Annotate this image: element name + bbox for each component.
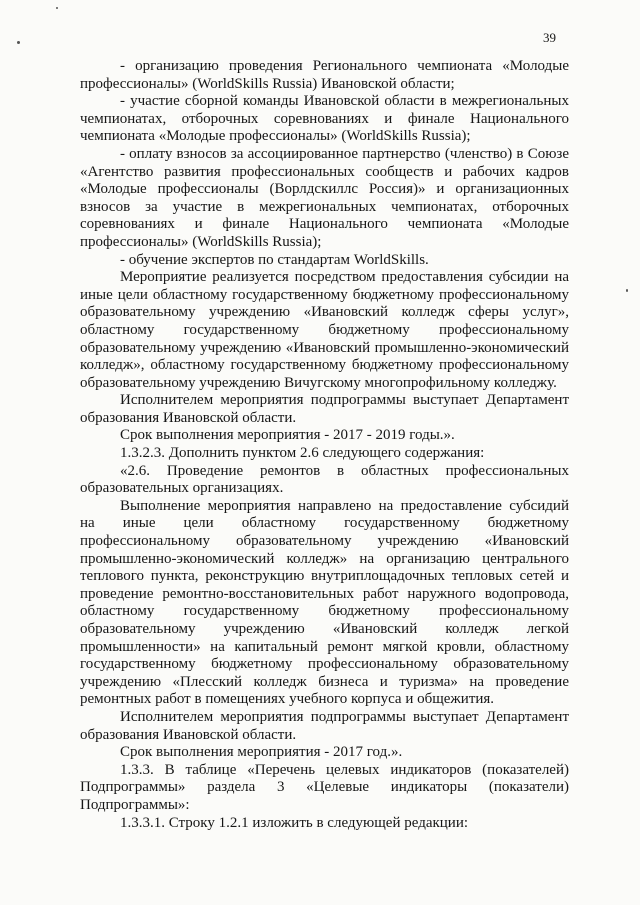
paragraph: Мероприятие реализуется посредством предоставления субсидии на иные цели областному государственному бюджетному профессиональному образовательному учреждению «Ивановский колледж сферы услуг», областному государственному бюджетному профессиональному образовательному учреждению «Ивановский промышленно-экономический колледж», областному государственному бюджетному профессиональному образовательному учреждению Вичугскому многопрофильному колледжу. (80, 269, 569, 391)
scan-speck (56, 7, 58, 9)
paragraph: Исполнителем мероприятия подпрограммы выступает Департамент образования Ивановской области. (80, 708, 569, 743)
paragraph: - обучение экспертов по стандартам WorldSkills. (120, 251, 429, 268)
paragraph: Исполнителем мероприятия подпрограммы выступает Департамент образования Ивановской области. (80, 392, 569, 426)
document-body (80, 58, 569, 832)
page-number: 39 (543, 30, 556, 45)
scan-speck (626, 289, 628, 292)
paragraph: Срок выполнения мероприятия - 2017 год.». (120, 744, 403, 761)
paragraph: - оплату взносов за ассоциированное партнерство (членство) в Союзе «Агентство развития профессиональных сообществ и рабочих кадров «Молодые профессионалы (Ворлдскиллс Россия)» и организационных взносов за участие в межрегиональных чемпионатах, отборочных соревнованиях и финале Национального чемпионата «Молодые профессионалы» (WorldSkills Russia); (80, 145, 569, 250)
paragraph: Выполнение мероприятия направлено на предоставление субсидий на иные цели областному государственному бюджетному профессиональному образовательному учреждению «Ивановский промышленно-экономический колледж» на организацию центрального теплового пункта, реконструкцию внутриплощадочных тепловых сетей и проведение ремонтно-восстановительных работ наружного водопровода, областному государственному бюджетному профессиональному образовательному учреждению «Ивановский колледж легкой промышленности» на капитальный ремонт мягкой кровли, областному государственному бюджетному профессиональному образовательному учреждению «Плесский колледж бизнеса и туризма» на проведение ремонтных работ в помещениях учебного корпуса и общежития. (80, 497, 569, 708)
paragraph: 1.3.3.1. Строку 1.2.1 изложить в следующей редакции: (120, 814, 469, 831)
paragraph: Срок выполнения мероприятия - 2017 - 2019 годы.». (120, 427, 455, 444)
paragraph: - участие сборной команды Ивановской области в межрегиональных чемпионатах, отборочных соревнованиях и финале Национального чемпионата «Молодые профессионалы» (WorldSkills Russia); (80, 93, 569, 145)
paragraph: - организацию проведения Регионального чемпионата «Молодые профессионалы» (WorldSkills Russia) Ивановской области; (80, 58, 569, 92)
paragraph: 1.3.2.3. Дополнить пунктом 2.6 следующего содержания: (120, 445, 485, 462)
paragraph: 1.3.3. В таблице «Перечень целевых индикаторов (показателей) Подпрограммы» раздела 3 «Целевые индикаторы (показатели) Подпрограммы»: (80, 761, 569, 813)
scan-speck (17, 41, 20, 44)
paragraph: «2.6. Проведение ремонтов в областных профессиональных образовательных организациях. (80, 462, 569, 497)
